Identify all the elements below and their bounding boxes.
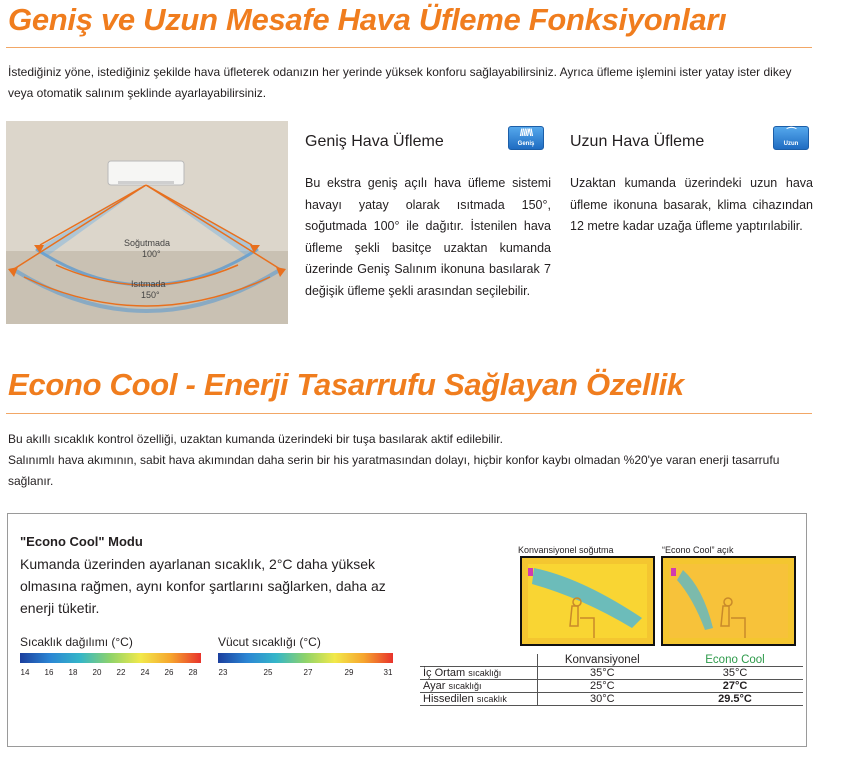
table-row — [420, 667, 803, 680]
econo-mode-title: "Econo Cool" Modu — [20, 534, 143, 549]
table-header-row — [420, 654, 803, 667]
value-econo: 27°C — [667, 680, 803, 693]
long-airflow-heading: Uzun Hava Üfleme — [570, 133, 705, 150]
section2-title: Econo Cool - Enerji Tasarrufu Sağlayan Özellik — [8, 367, 684, 402]
wide-airflow-text: Bu ekstra geniş açılı hava üfleme sistemi havayı yatay olarak ısıtmada 150°, soğutmada 100° ile dağıtır. İstenilen hava üfleme şekli basitçe uzaktan kumanda üzerinde Geniş Salınım ikonuna basılarak 7 değişik üfleme şekli arasından seçilebilir. — [305, 176, 551, 298]
body-scale-ticks — [218, 668, 393, 678]
body-tick: 23 — [218, 668, 228, 677]
col-econo-cool: Econo Cool — [667, 654, 803, 667]
long-airflow-text: Uzaktan kumanda üzerindeki uzun hava üfleme ikonuna basarak, klima cihazından 12 metre kadar uzağa üfleme yaptırılabilir. — [570, 176, 813, 234]
row-label-sub: sıcaklığı — [448, 681, 482, 691]
temp-tick: 18 — [68, 668, 78, 677]
table-row — [420, 680, 803, 693]
thumb-conventional — [520, 556, 655, 646]
row-label-main: Ayar — [423, 680, 446, 692]
col-conventional: Konvansiyonel — [537, 654, 667, 667]
row-label — [420, 667, 537, 680]
thumb-econo — [661, 556, 796, 646]
cooling-label: Soğutmada — [124, 238, 171, 248]
wide-swing-badge — [508, 126, 544, 150]
long-airflow-badge — [773, 126, 809, 150]
heating-label: Isıtmada — [131, 279, 166, 289]
thumb-conventional-label: Konvansiyonel soğutma — [518, 545, 614, 555]
temp-tick: 16 — [44, 668, 54, 677]
row-label — [420, 693, 537, 706]
section1-divider — [6, 47, 812, 48]
row-label — [420, 680, 537, 693]
section2-intro-line2: Salınımlı hava akımının, sabit hava akımından daha serin bir his yaratmasından dolayı, hiçbir konfor kaybı olmadan %20'ye varan enerji tasarrufu sağlanır. — [8, 453, 780, 488]
section1-intro: İstediğiniz yöne, istediğiniz şekilde hava üfleterek odanızın her yerinde yüksek konforu sağlayabilirsiniz. Ayrıca üfleme işlemini ister yatay ister dikey veya otomatik salınım şeklinde ayarlayabilirsiniz. — [8, 65, 792, 100]
body-color-scale — [218, 653, 393, 663]
air-distribution-illustration — [6, 121, 288, 324]
thumb-econo-label: “Econo Cool” açık — [662, 545, 734, 555]
row-label-sub: sıcaklık — [476, 694, 507, 704]
econo-mode-text: Kumanda üzerinden ayarlanan sıcaklık, 2°C daha yüksek olmasına rağmen, aynı konfor şartlarını sağlarken, daha az enerji tüketir. — [20, 556, 386, 616]
long-airflow-icon: ⌒ — [786, 128, 796, 139]
body-scale-label: Vücut sıcaklığı (°C) — [218, 635, 321, 649]
temp-tick: 22 — [116, 668, 126, 677]
wide-badge-label: Geniş — [517, 141, 535, 147]
value-conventional: 30°C — [537, 693, 667, 706]
temp-color-scale — [20, 653, 201, 663]
long-badge-label: Uzun — [783, 141, 799, 147]
body-tick: 27 — [303, 668, 313, 677]
temp-tick: 20 — [92, 668, 102, 677]
value-econo: 35°C — [667, 667, 803, 680]
table-header-blank — [420, 654, 537, 667]
section1-title: Geniş ve Uzun Mesafe Hava Üfleme Fonksiyonları — [8, 2, 727, 37]
value-conventional: 35°C — [537, 667, 667, 680]
temp-tick: 28 — [188, 668, 198, 677]
temp-tick: 26 — [164, 668, 174, 677]
body-tick: 31 — [383, 668, 393, 677]
section2-intro-line1: Bu akıllı sıcaklık kontrol özelliği, uzaktan kumanda üzerindeki bir tuşa basılarak aktif edilebilir. — [8, 432, 503, 446]
econo-cool-panel — [7, 513, 807, 747]
temp-scale-label: Sıcaklık dağılımı (°C) — [20, 635, 133, 649]
wide-airflow-heading: Geniş Hava Üfleme — [305, 133, 444, 150]
table-row — [420, 693, 803, 706]
row-label-main: İç Ortam — [423, 667, 466, 679]
row-label-main: Hissedilen — [423, 693, 474, 705]
row-label-sub: sıcaklığı — [468, 668, 502, 678]
body-tick: 29 — [344, 668, 354, 677]
comparison-table — [420, 654, 803, 706]
section2-divider — [6, 413, 812, 414]
temp-scale-ticks — [20, 668, 201, 678]
temp-tick: 14 — [20, 668, 30, 677]
value-econo: 29.5°C — [667, 693, 803, 706]
cooling-angle: 100° — [142, 249, 161, 259]
wide-swing-icon: /////\\ — [519, 128, 533, 139]
body-tick: 25 — [263, 668, 273, 677]
temp-tick: 24 — [140, 668, 150, 677]
heating-angle: 150° — [141, 290, 160, 300]
value-conventional: 25°C — [537, 680, 667, 693]
